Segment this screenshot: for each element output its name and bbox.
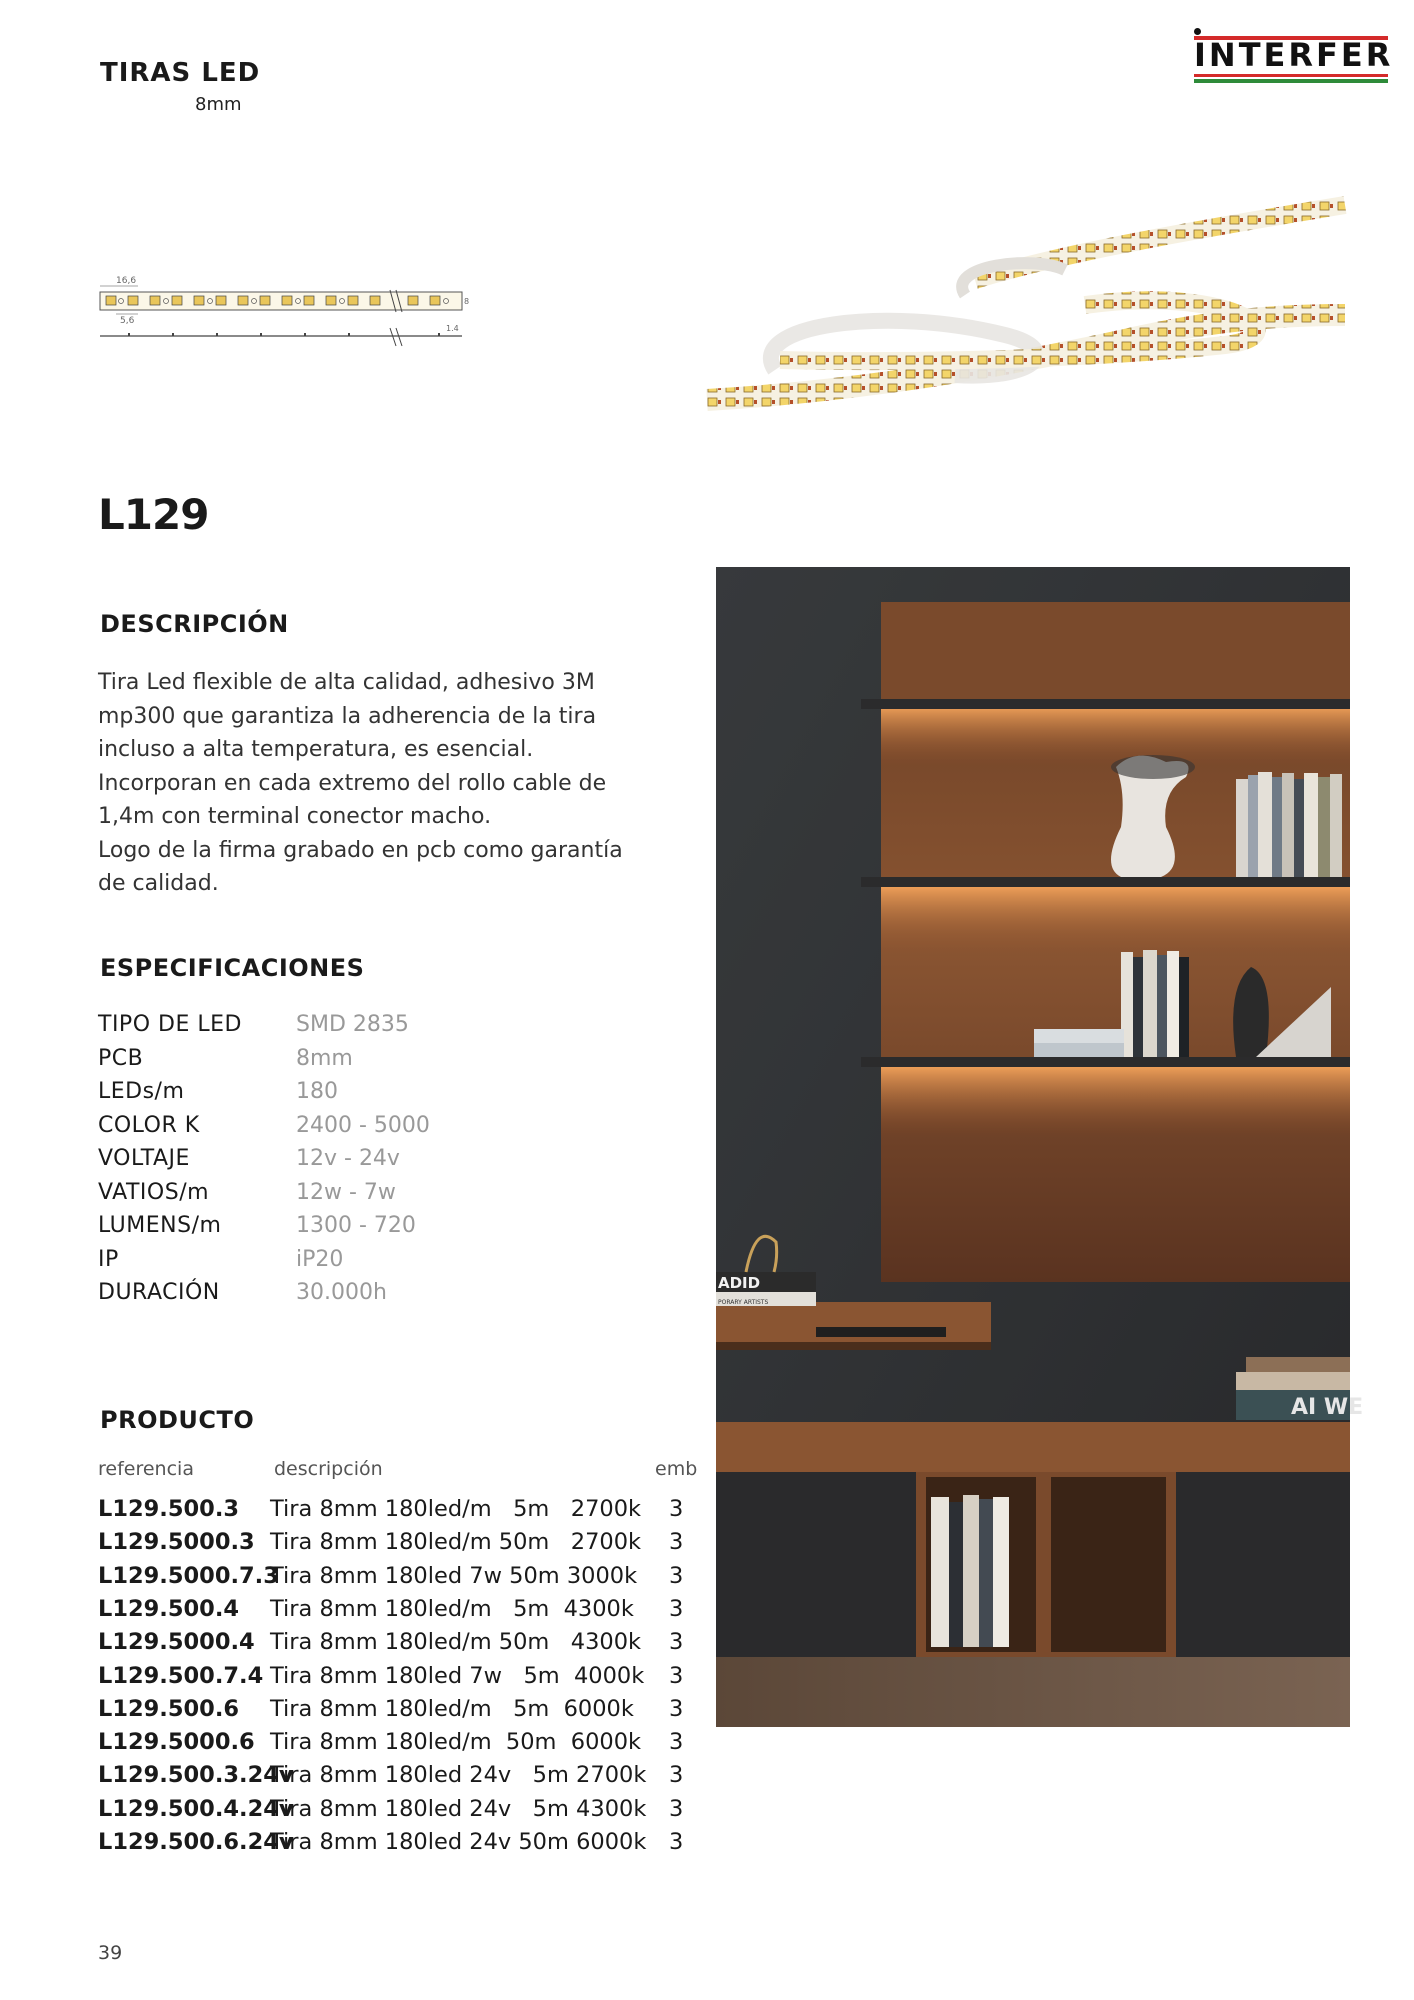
spec-label: PCB	[98, 1045, 144, 1071]
description-heading: DESCRIPCIÓN	[100, 610, 289, 638]
product-emb: 3	[669, 1695, 684, 1722]
product-desc: Tira 8mm 180led/m 5m 2700k	[270, 1496, 642, 1522]
spec-label: TIPO DE LED	[98, 1012, 242, 1037]
product-desc: Tira 8mm 180led/m 50m 2700k	[270, 1529, 642, 1556]
product-emb: 3	[669, 1762, 684, 1789]
product-desc: Tira 8mm 180led/m 50m 4300k	[270, 1629, 642, 1656]
description-line: Tira Led flexible de alta calidad, adhesivo 3M	[98, 670, 595, 695]
spec-label: LUMENS/m	[98, 1213, 222, 1238]
spec-value: 1300 - 720	[296, 1213, 416, 1238]
logo-red-bar	[1194, 74, 1388, 77]
model-code: L129	[98, 490, 209, 539]
product-desc: Tira 8mm 180led 7w 5m 4000k	[270, 1662, 645, 1689]
product-heading: PRODUCTO	[100, 1406, 255, 1434]
spec-value: 8mm	[296, 1045, 353, 1071]
description-line: incluso a alta temperatura, es esencial.	[98, 737, 534, 762]
spec-label: LEDs/m	[98, 1079, 185, 1104]
book-spine-label: ADID	[718, 1274, 761, 1292]
product-emb: 3	[669, 1729, 684, 1756]
interior-shelf-photo	[716, 567, 1364, 1727]
shelf	[861, 877, 1350, 887]
shelf	[861, 1057, 1350, 1067]
spec-row	[98, 1213, 598, 1246]
spec-row	[98, 1012, 598, 1045]
description-text	[98, 666, 658, 901]
floor	[716, 1657, 1350, 1727]
description-line: de calidad.	[98, 871, 219, 896]
book-spine-sublabel: PORARY ARTISTS	[718, 1299, 769, 1306]
spec-value: 2400 - 5000	[296, 1112, 430, 1138]
spec-row	[98, 1113, 598, 1146]
page-number: 39	[98, 1942, 123, 1964]
product-ref: L129.500.3	[98, 1496, 240, 1522]
product-emb: 3	[669, 1496, 684, 1522]
specs-heading: ESPECIFICACIONES	[100, 954, 365, 982]
description-line: Logo de la firma grabado en pcb como garantía	[98, 837, 623, 863]
shelf	[861, 699, 1350, 709]
spec-value: SMD 2835	[296, 1012, 409, 1037]
product-desc: Tira 8mm 180led/m 5m 4300k	[270, 1595, 634, 1622]
product-ref: L129.5000.3	[98, 1529, 255, 1556]
logo-green-bar	[1194, 79, 1388, 83]
table-row	[98, 1796, 698, 1829]
spec-value: iP20	[296, 1246, 344, 1272]
product-desc: Tira 8mm 180led/m 50m 6000k	[270, 1729, 642, 1756]
product-desc: Tira 8mm 180led 7w 50m 3000k	[270, 1562, 638, 1589]
product-desc: Tira 8mm 180led 24v 50m 6000k	[270, 1829, 647, 1855]
spec-row	[98, 1180, 598, 1213]
spec-value: 12v - 24v	[296, 1146, 400, 1171]
spec-value: 180	[296, 1079, 338, 1104]
product-emb: 3	[669, 1529, 684, 1556]
dim-bottom-label: 5,6	[120, 316, 135, 326]
product-emb: 3	[669, 1662, 684, 1689]
product-emb: 3	[669, 1829, 684, 1855]
spec-label: VATIOS/m	[98, 1179, 210, 1205]
description-line: Incorporan en cada extremo del rollo cable de	[98, 770, 607, 796]
product-ref: L129.500.4	[98, 1595, 240, 1622]
books	[1236, 772, 1342, 877]
section-subtitle: 8mm	[195, 94, 242, 115]
interfer-logo	[1194, 28, 1394, 86]
section-title: TIRAS LED	[100, 58, 261, 88]
table-row	[98, 1829, 698, 1862]
product-ref: L129.500.4.24v	[98, 1795, 294, 1822]
product-emb: 3	[669, 1629, 684, 1656]
spec-label: COLOR K	[98, 1112, 200, 1138]
product-ref: L129.500.3.24v	[98, 1762, 294, 1789]
book-spine-label: AI WE	[1291, 1395, 1364, 1420]
product-ref: L129.5000.4	[98, 1629, 255, 1656]
logo-dot	[1194, 28, 1201, 35]
spec-row	[98, 1146, 598, 1179]
table-row	[98, 1529, 698, 1562]
product-ref: L129.5000.7.3	[98, 1562, 279, 1589]
column-header-desc: descripción	[274, 1458, 383, 1480]
product-ref: L129.500.7.4	[98, 1662, 264, 1689]
spec-row	[98, 1046, 598, 1079]
table-row	[98, 1729, 698, 1762]
spec-label: IP	[98, 1246, 119, 1272]
spec-label: DURACIÓN	[98, 1280, 220, 1305]
table-row	[98, 1663, 698, 1696]
sideboard-top	[716, 1422, 1350, 1472]
table-row	[98, 1596, 698, 1629]
product-emb: 3	[669, 1562, 684, 1589]
dim-side-label: 8	[464, 297, 470, 306]
spec-row	[98, 1247, 598, 1280]
table-row	[98, 1696, 698, 1729]
dim-top-label: 16,6	[116, 276, 137, 286]
spec-value: 12w - 7w	[296, 1179, 396, 1205]
table-row	[98, 1629, 698, 1662]
strip-technical-drawing	[98, 270, 470, 350]
table-row	[98, 1762, 698, 1795]
product-desc: Tira 8mm 180led 24v 5m 2700k	[270, 1762, 647, 1789]
product-emb: 3	[669, 1795, 684, 1822]
spec-value: 30.000h	[296, 1280, 387, 1305]
description-line: mp300 que garantiza la adherencia de la tira	[98, 703, 597, 729]
product-ref: L129.500.6.24v	[98, 1829, 294, 1855]
column-header-emb: emb	[655, 1458, 698, 1480]
dim-right-label: 1.4	[446, 324, 459, 333]
product-desc: Tira 8mm 180led 24v 5m 4300k	[270, 1795, 647, 1822]
product-desc: Tira 8mm 180led/m 5m 6000k	[270, 1695, 634, 1722]
logo-text: INTERFER	[1194, 36, 1394, 74]
table-row	[98, 1496, 698, 1529]
description-line: 1,4m con terminal conector macho.	[98, 804, 492, 829]
product-ref: L129.500.6	[98, 1695, 240, 1722]
led-strip-photo	[705, 185, 1345, 435]
product-emb: 3	[669, 1595, 684, 1622]
product-ref: L129.5000.6	[98, 1729, 255, 1756]
table-row	[98, 1563, 698, 1596]
spec-label: VOLTAJE	[98, 1146, 190, 1171]
spec-row	[98, 1079, 598, 1112]
spec-row	[98, 1280, 598, 1313]
column-header-ref: referencia	[98, 1458, 194, 1480]
